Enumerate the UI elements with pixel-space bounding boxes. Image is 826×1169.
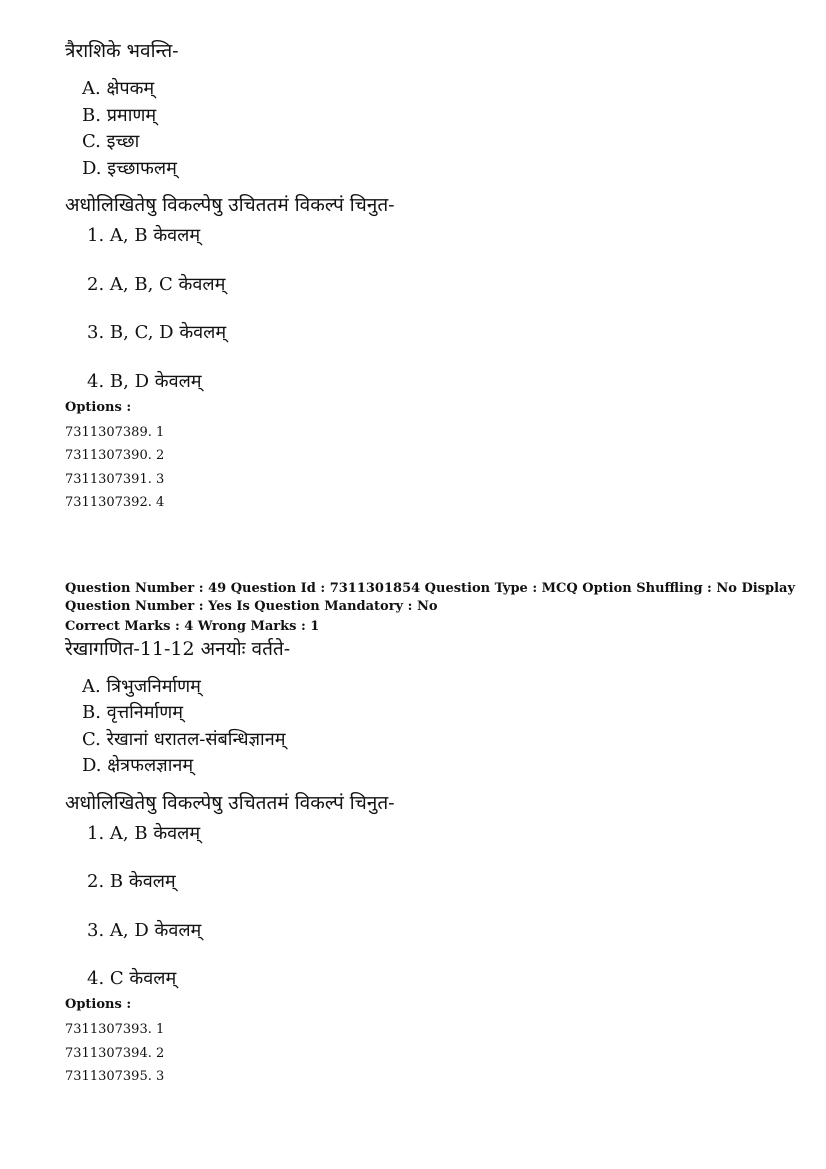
option-id-row: 7311307394. 2 xyxy=(65,1045,165,1061)
statement-b: B. प्रमाणम् xyxy=(82,104,157,126)
option-id-row: 7311307393. 1 xyxy=(65,1022,165,1037)
choice-4: 4. C केवलम् xyxy=(87,968,177,989)
choice-2: 2. A, B, C केवलम् xyxy=(87,273,226,295)
option-id-row: 7311307389. 1 xyxy=(65,424,165,440)
marks-line: Correct Marks : 4 Wrong Marks : 1 xyxy=(65,619,320,634)
option-id-row: 7311307391. 3 xyxy=(65,471,165,487)
option-id-row: 7311307395. 3 xyxy=(65,1069,165,1084)
statement-c: C. रेखानां धरातल-संबन्धिज्ञानम् xyxy=(82,728,286,750)
choice-3: 3. B, C, D केवलम् xyxy=(87,322,227,343)
choice-list xyxy=(87,224,395,394)
question-stem: रेखागणित-11-12 अनयोः वर्तते- xyxy=(65,637,291,660)
statement-d: D. क्षेत्रफलज्ञानम् xyxy=(82,755,194,776)
statement-c: C. इच्छा xyxy=(82,131,140,152)
choice-list xyxy=(87,822,795,992)
statement-a: A. त्रिभुजनिर्माणम् xyxy=(82,675,201,697)
choice-4: 4. B, D केवलम् xyxy=(87,370,202,392)
choice-2: 2. B केवलम् xyxy=(87,871,176,892)
question-49-block xyxy=(65,580,795,1089)
statement-list xyxy=(82,76,395,182)
option-id-row: 7311307392. 4 xyxy=(65,495,165,510)
option-id-row: 7311307390. 2 xyxy=(65,448,165,463)
options-label: Options : xyxy=(65,399,132,415)
question-meta-line: Question Number : Yes Is Question Mandatory : No xyxy=(65,598,438,614)
statement-list xyxy=(82,674,795,780)
question-instruction: अधोलिखितेषु विकल्पेषु उचिततमं विकल्पं चिनुत- xyxy=(65,194,395,216)
statement-a: A. क्षेपकम् xyxy=(82,78,155,99)
question-instruction: अधोलिखितेषु विकल्पेषु उचिततमं विकल्पं चिनुत- xyxy=(65,791,395,814)
statement-b: B. वृत्तनिर्माणम् xyxy=(82,702,183,723)
statement-d: D. इच्छाफलम् xyxy=(82,157,177,179)
question-stem: त्रैराशिके भवन्ति- xyxy=(65,40,179,62)
question-meta-line: Question Number : 49 Question Id : 7311301854 Question Type : MCQ Option Shuffling : No Display xyxy=(65,581,795,596)
question-48-block xyxy=(65,38,395,515)
choice-1: 1. A, B केवलम् xyxy=(87,822,201,844)
choice-1: 1. A, B केवलम् xyxy=(87,225,201,246)
options-label: Options : xyxy=(65,997,132,1012)
choice-3: 3. A, D केवलम् xyxy=(87,919,202,941)
